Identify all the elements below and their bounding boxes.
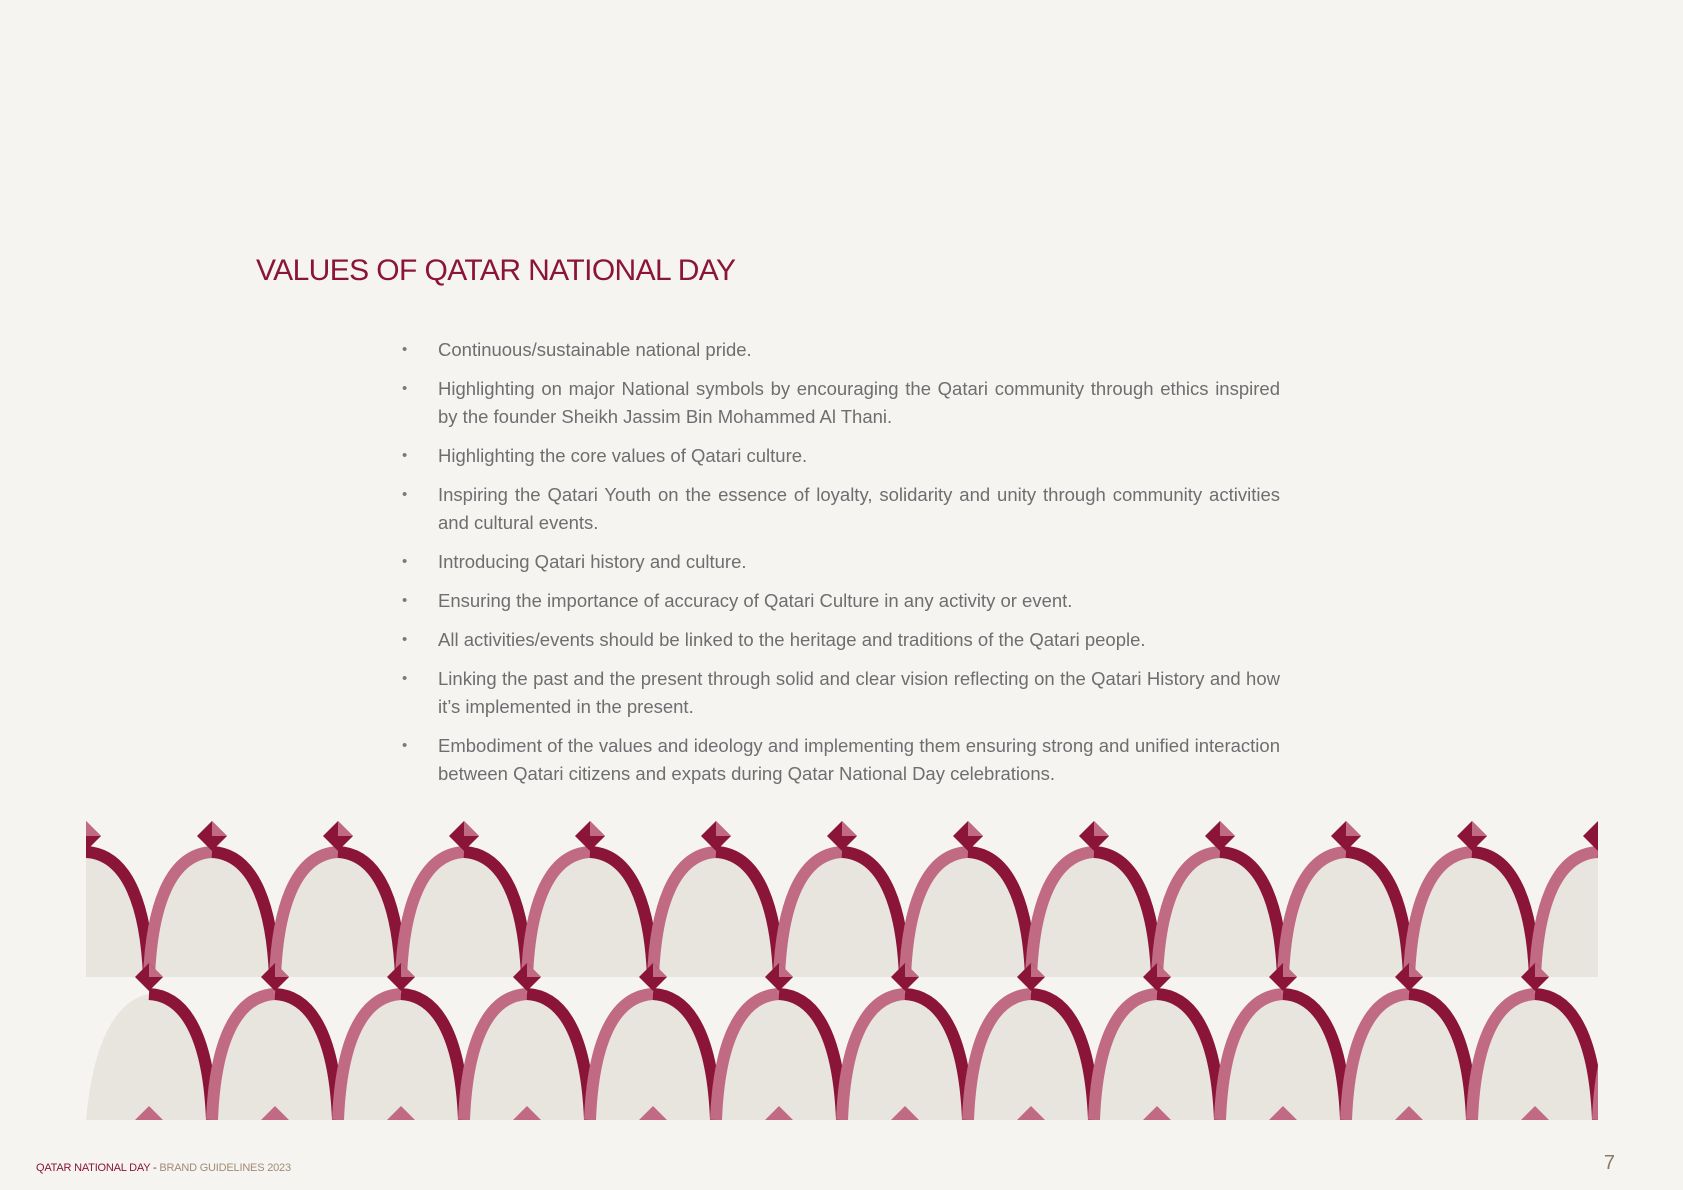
beige-dome bbox=[275, 852, 401, 977]
bullet-icon: • bbox=[402, 737, 408, 754]
beige-dome bbox=[779, 852, 905, 977]
beige-dome bbox=[149, 852, 275, 977]
diamond-highlight bbox=[716, 821, 731, 836]
list-item bbox=[402, 336, 1280, 364]
beige-dome bbox=[1220, 994, 1346, 1120]
pattern-group bbox=[60, 821, 1620, 1120]
values-list bbox=[402, 336, 1280, 799]
list-item bbox=[402, 626, 1280, 654]
beige-dome bbox=[905, 852, 1031, 977]
diamond-highlight bbox=[1598, 821, 1613, 836]
diamond-highlight bbox=[968, 821, 983, 836]
beige-dome bbox=[1472, 994, 1598, 1120]
diamond-highlight bbox=[1220, 821, 1235, 836]
footer-brand: QATAR NATIONAL DAY - bbox=[36, 1162, 160, 1174]
list-item-text: All activities/events should be linked to the heritage and traditions of the Qatari people. bbox=[438, 629, 1146, 650]
beige-dome bbox=[1094, 994, 1220, 1120]
beige-dome bbox=[1409, 852, 1535, 977]
beige-dome bbox=[527, 852, 653, 977]
list-item-text: Highlighting on major National symbols by encouraging the Qatari community through ethics inspired by the founder Sheikh Jassim Bin Mohammed Al Thani. bbox=[438, 378, 1280, 427]
light-maroon-arc bbox=[1598, 994, 1620, 1120]
list-item-text: Highlighting the core values of Qatari culture. bbox=[438, 445, 808, 466]
beige-dome bbox=[1346, 994, 1472, 1120]
beige-dome bbox=[653, 852, 779, 977]
beige-dome bbox=[212, 994, 338, 1120]
list-item-text: Embodiment of the values and ideology and implementing them ensuring strong and unified interaction between Qatari citizens and expats during Qatar National Day celebrations. bbox=[438, 735, 1280, 784]
beige-dome bbox=[1157, 852, 1283, 977]
diamond-highlight bbox=[464, 821, 479, 836]
diamond-highlight bbox=[1346, 821, 1361, 836]
diamond-highlight bbox=[1472, 821, 1487, 836]
page-title: VALUES OF QATAR NATIONAL DAY bbox=[256, 254, 736, 287]
diamond-highlight bbox=[212, 821, 227, 836]
bullet-icon: • bbox=[402, 670, 408, 687]
beige-dome bbox=[590, 994, 716, 1120]
footer-guidelines: BRAND GUIDELINES 2023 bbox=[159, 1162, 291, 1174]
list-item-text: Introducing Qatari history and culture. bbox=[438, 551, 747, 572]
list-item-text: Ensuring the importance of accuracy of Qatari Culture in any activity or event. bbox=[438, 590, 1073, 611]
page-number: 7 bbox=[1603, 1152, 1615, 1174]
bullet-icon: • bbox=[402, 486, 408, 503]
bullet-icon: • bbox=[402, 631, 408, 648]
bullet-icon: • bbox=[402, 380, 408, 397]
maroon-arc bbox=[1598, 852, 1620, 977]
footer bbox=[36, 1162, 291, 1174]
bullet-icon: • bbox=[402, 447, 408, 464]
list-item bbox=[402, 481, 1280, 537]
list-item-text: Continuous/sustainable national pride. bbox=[438, 339, 752, 360]
diamond-highlight bbox=[338, 821, 353, 836]
beige-dome bbox=[716, 994, 842, 1120]
list-item-text: Inspiring the Qatari Youth on the essence of loyalty, solidarity and unity through community activities and cultural events. bbox=[438, 484, 1280, 533]
bullet-icon: • bbox=[402, 553, 408, 570]
diamond-highlight bbox=[590, 821, 605, 836]
list-item bbox=[402, 442, 1280, 470]
diamond-highlight bbox=[86, 821, 101, 836]
list-item bbox=[402, 665, 1280, 721]
list-item bbox=[402, 375, 1280, 431]
beige-dome bbox=[1031, 852, 1157, 977]
bullet-icon: • bbox=[402, 592, 408, 609]
beige-dome bbox=[464, 994, 590, 1120]
list-item bbox=[402, 587, 1280, 615]
list-item bbox=[402, 548, 1280, 576]
decorative-arch-pattern bbox=[60, 812, 1620, 1124]
diamond-highlight bbox=[842, 821, 857, 836]
beige-dome bbox=[842, 994, 968, 1120]
bullet-icon: • bbox=[402, 341, 408, 358]
beige-dome bbox=[968, 994, 1094, 1120]
beige-dome bbox=[338, 994, 464, 1120]
beige-dome bbox=[86, 994, 212, 1120]
list-item-text: Linking the past and the present through solid and clear vision reflecting on the Qatari History and how it’s implemented in the present. bbox=[438, 668, 1280, 717]
beige-dome bbox=[1283, 852, 1409, 977]
list-item bbox=[402, 732, 1280, 788]
diamond-highlight bbox=[1094, 821, 1109, 836]
beige-dome bbox=[401, 852, 527, 977]
